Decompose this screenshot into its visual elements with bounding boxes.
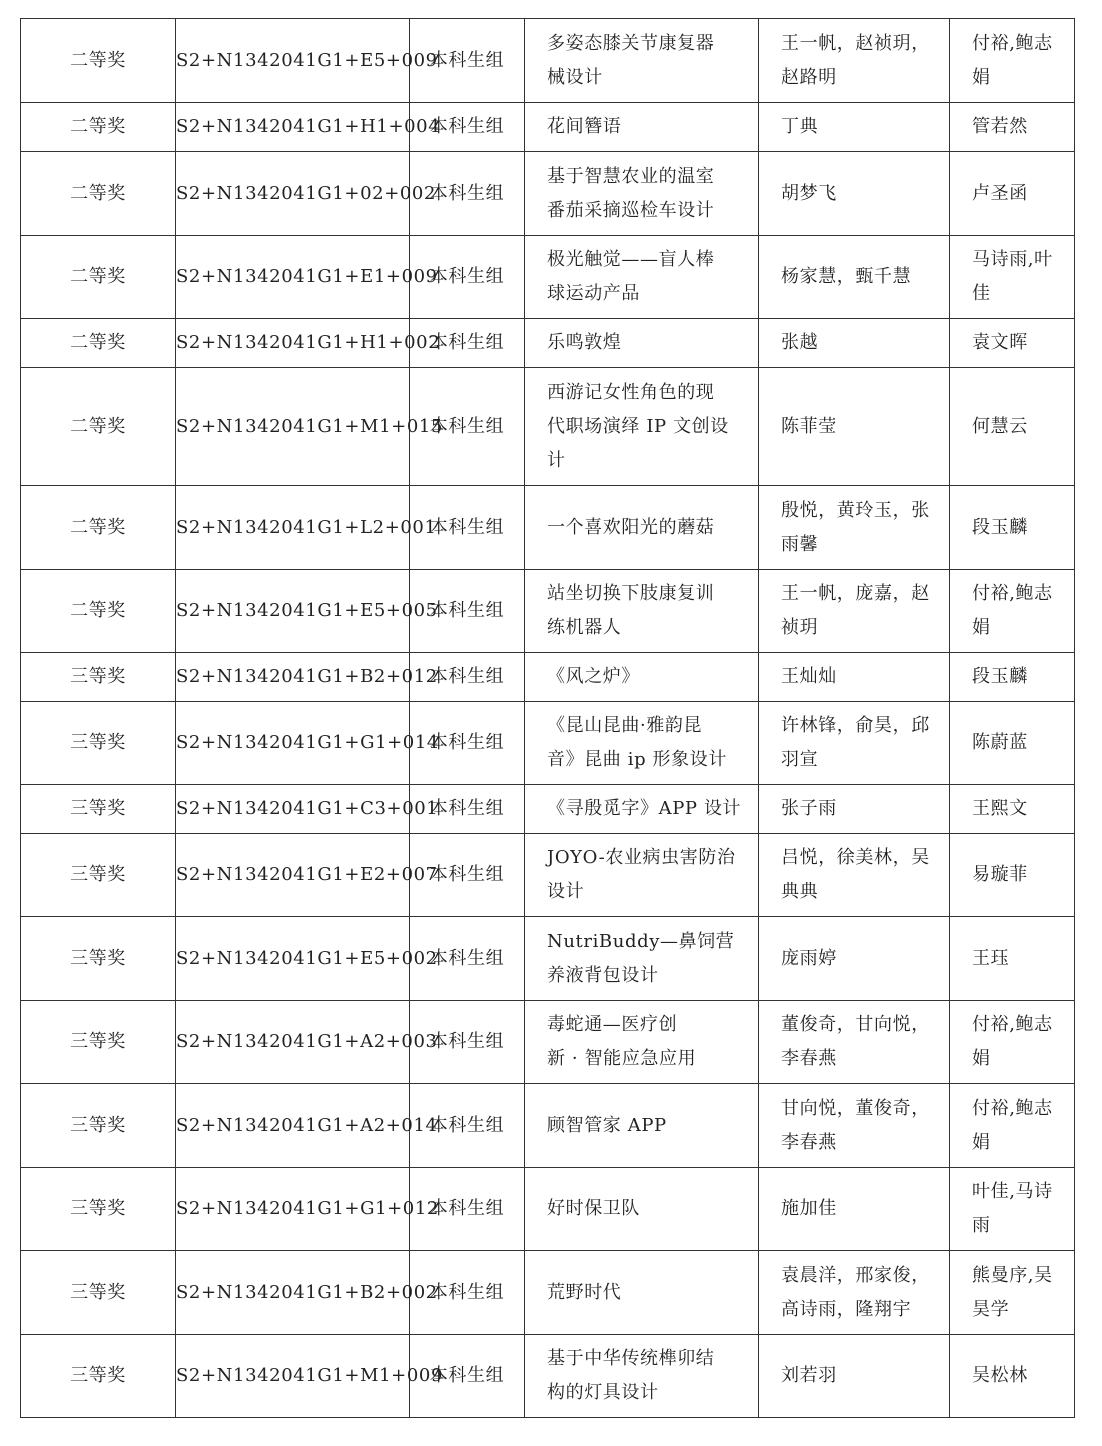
title-cell: JOYO-农业病虫害防治 设计 xyxy=(525,834,759,917)
advisor-cell: 付裕,鲍志 娟 xyxy=(950,19,1075,103)
title-cell: 多姿态膝关节康复器 械设计 xyxy=(525,19,759,103)
award-cell: 三等奖 xyxy=(21,1335,176,1418)
advisor-cell: 卢圣函 xyxy=(950,152,1075,236)
table-row xyxy=(21,319,1075,368)
group-cell: 本科生组 xyxy=(410,1335,525,1418)
advisor-cell: 吴松林 xyxy=(950,1335,1075,1418)
award-cell: 三等奖 xyxy=(21,917,176,1001)
advisor-cell: 何慧云 xyxy=(950,368,1075,486)
group-cell: 本科生组 xyxy=(410,1251,525,1335)
group-cell: 本科生组 xyxy=(410,785,525,834)
group-cell: 本科生组 xyxy=(410,103,525,152)
code-cell: S2+N1342041G1+B2+012 xyxy=(176,653,410,702)
advisor-cell: 叶佳,马诗 雨 xyxy=(950,1168,1075,1251)
group-cell: 本科生组 xyxy=(410,917,525,1001)
code-cell: S2+N1342041G1+M1+009 xyxy=(176,1335,410,1418)
code-cell: S2+N1342041G1+H1+004 xyxy=(176,103,410,152)
table-row xyxy=(21,785,1075,834)
table-row xyxy=(21,1335,1075,1418)
advisor-cell: 袁文晖 xyxy=(950,319,1075,368)
code-cell: S2+N1342041G1+E1+009 xyxy=(176,236,410,319)
award-cell: 二等奖 xyxy=(21,103,176,152)
group-cell: 本科生组 xyxy=(410,1001,525,1084)
award-cell: 二等奖 xyxy=(21,319,176,368)
title-cell: 《昆山昆曲·雅韵昆 音》昆曲 ip 形象设计 xyxy=(525,702,759,785)
advisor-cell: 陈蔚蓝 xyxy=(950,702,1075,785)
table-row xyxy=(21,653,1075,702)
title-cell: 《风之炉》 xyxy=(525,653,759,702)
group-cell: 本科生组 xyxy=(410,486,525,570)
members-cell: 袁晨洋，邢家俊， 高诗雨，隆翔宇 xyxy=(759,1251,950,1335)
table-row xyxy=(21,1251,1075,1335)
advisor-cell: 付裕,鲍志 娟 xyxy=(950,570,1075,653)
advisor-cell: 易璇菲 xyxy=(950,834,1075,917)
award-cell: 二等奖 xyxy=(21,152,176,236)
members-cell: 施加佳 xyxy=(759,1168,950,1251)
award-cell: 三等奖 xyxy=(21,834,176,917)
group-cell: 本科生组 xyxy=(410,702,525,785)
title-cell: 基于智慧农业的温室 番茄采摘巡检车设计 xyxy=(525,152,759,236)
members-cell: 甘向悦，董俊奇， 李春燕 xyxy=(759,1084,950,1168)
code-cell: S2+N1342041G1+A2+014 xyxy=(176,1084,410,1168)
advisor-cell: 马诗雨,叶 佳 xyxy=(950,236,1075,319)
table-row xyxy=(21,702,1075,785)
award-cell: 二等奖 xyxy=(21,368,176,486)
title-cell: 乐鸣敦煌 xyxy=(525,319,759,368)
title-cell: 顾智管家 APP xyxy=(525,1084,759,1168)
code-cell: S2+N1342041G1+02+002 xyxy=(176,152,410,236)
group-cell: 本科生组 xyxy=(410,834,525,917)
code-cell: S2+N1342041G1+E5+002 xyxy=(176,917,410,1001)
group-cell: 本科生组 xyxy=(410,1084,525,1168)
members-cell: 张子雨 xyxy=(759,785,950,834)
advisor-cell: 付裕,鲍志 娟 xyxy=(950,1084,1075,1168)
advisor-cell: 王熙文 xyxy=(950,785,1075,834)
members-cell: 王灿灿 xyxy=(759,653,950,702)
award-cell: 二等奖 xyxy=(21,570,176,653)
award-cell: 二等奖 xyxy=(21,236,176,319)
group-cell: 本科生组 xyxy=(410,236,525,319)
code-cell: S2+N1342041G1+E5+009 xyxy=(176,19,410,103)
award-cell: 三等奖 xyxy=(21,1001,176,1084)
code-cell: S2+N1342041G1+G1+014 xyxy=(176,702,410,785)
award-cell: 三等奖 xyxy=(21,785,176,834)
group-cell: 本科生组 xyxy=(410,319,525,368)
members-cell: 董俊奇，甘向悦， 李春燕 xyxy=(759,1001,950,1084)
table-row xyxy=(21,19,1075,103)
title-cell: 好时保卫队 xyxy=(525,1168,759,1251)
table-row xyxy=(21,103,1075,152)
code-cell: S2+N1342041G1+L2+001 xyxy=(176,486,410,570)
members-cell: 胡梦飞 xyxy=(759,152,950,236)
award-cell: 二等奖 xyxy=(21,486,176,570)
group-cell: 本科生组 xyxy=(410,1168,525,1251)
advisor-cell: 管若然 xyxy=(950,103,1075,152)
code-cell: S2+N1342041G1+M1+015 xyxy=(176,368,410,486)
title-cell: 极光触觉——盲人棒 球运动产品 xyxy=(525,236,759,319)
members-cell: 张越 xyxy=(759,319,950,368)
award-cell: 三等奖 xyxy=(21,653,176,702)
code-cell: S2+N1342041G1+A2+003 xyxy=(176,1001,410,1084)
table-row xyxy=(21,152,1075,236)
advisor-cell: 段玉麟 xyxy=(950,653,1075,702)
title-cell: 西游记女性角色的现 代职场演绎 IP 文创设 计 xyxy=(525,368,759,486)
members-cell: 王一帆，赵祯玥， 赵路明 xyxy=(759,19,950,103)
table-row xyxy=(21,1084,1075,1168)
award-cell: 二等奖 xyxy=(21,19,176,103)
title-cell: 站坐切换下肢康复训 练机器人 xyxy=(525,570,759,653)
title-cell: 花间簪语 xyxy=(525,103,759,152)
table-row xyxy=(21,570,1075,653)
code-cell: S2+N1342041G1+G1+012 xyxy=(176,1168,410,1251)
group-cell: 本科生组 xyxy=(410,570,525,653)
members-cell: 丁典 xyxy=(759,103,950,152)
title-cell: 《寻殷觅字》APP 设计 xyxy=(525,785,759,834)
group-cell: 本科生组 xyxy=(410,653,525,702)
code-cell: S2+N1342041G1+B2+002 xyxy=(176,1251,410,1335)
members-cell: 王一帆，庞嘉，赵 祯玥 xyxy=(759,570,950,653)
advisor-cell: 段玉麟 xyxy=(950,486,1075,570)
title-cell: 基于中华传统榫卯结 构的灯具设计 xyxy=(525,1335,759,1418)
group-cell: 本科生组 xyxy=(410,152,525,236)
table-row xyxy=(21,1168,1075,1251)
table-row xyxy=(21,368,1075,486)
group-cell: 本科生组 xyxy=(410,19,525,103)
title-cell: 荒野时代 xyxy=(525,1251,759,1335)
award-cell: 三等奖 xyxy=(21,702,176,785)
members-cell: 杨家慧，甄千慧 xyxy=(759,236,950,319)
members-cell: 吕悦，徐美林，吴 典典 xyxy=(759,834,950,917)
advisor-cell: 王珏 xyxy=(950,917,1075,1001)
code-cell: S2+N1342041G1+C3+001 xyxy=(176,785,410,834)
award-cell: 三等奖 xyxy=(21,1168,176,1251)
title-cell: NutriBuddy—鼻饲营 养液背包设计 xyxy=(525,917,759,1001)
members-cell: 殷悦，黄玲玉，张 雨馨 xyxy=(759,486,950,570)
members-cell: 陈菲莹 xyxy=(759,368,950,486)
award-cell: 三等奖 xyxy=(21,1251,176,1335)
members-cell: 许林锋，俞昊，邱 羽宣 xyxy=(759,702,950,785)
code-cell: S2+N1342041G1+H1+002 xyxy=(176,319,410,368)
group-cell: 本科生组 xyxy=(410,368,525,486)
award-cell: 三等奖 xyxy=(21,1084,176,1168)
awards-table xyxy=(20,18,1075,1418)
title-cell: 一个喜欢阳光的蘑菇 xyxy=(525,486,759,570)
table-row xyxy=(21,917,1075,1001)
code-cell: S2+N1342041G1+E2+007 xyxy=(176,834,410,917)
advisor-cell: 熊曼序,吴 昊学 xyxy=(950,1251,1075,1335)
code-cell: S2+N1342041G1+E5+005 xyxy=(176,570,410,653)
members-cell: 庞雨婷 xyxy=(759,917,950,1001)
table-row xyxy=(21,236,1075,319)
table-row xyxy=(21,1001,1075,1084)
advisor-cell: 付裕,鲍志 娟 xyxy=(950,1001,1075,1084)
table-row xyxy=(21,834,1075,917)
members-cell: 刘若羽 xyxy=(759,1335,950,1418)
title-cell: 毒蛇通—医疗创 新 · 智能应急应用 xyxy=(525,1001,759,1084)
table-row xyxy=(21,486,1075,570)
